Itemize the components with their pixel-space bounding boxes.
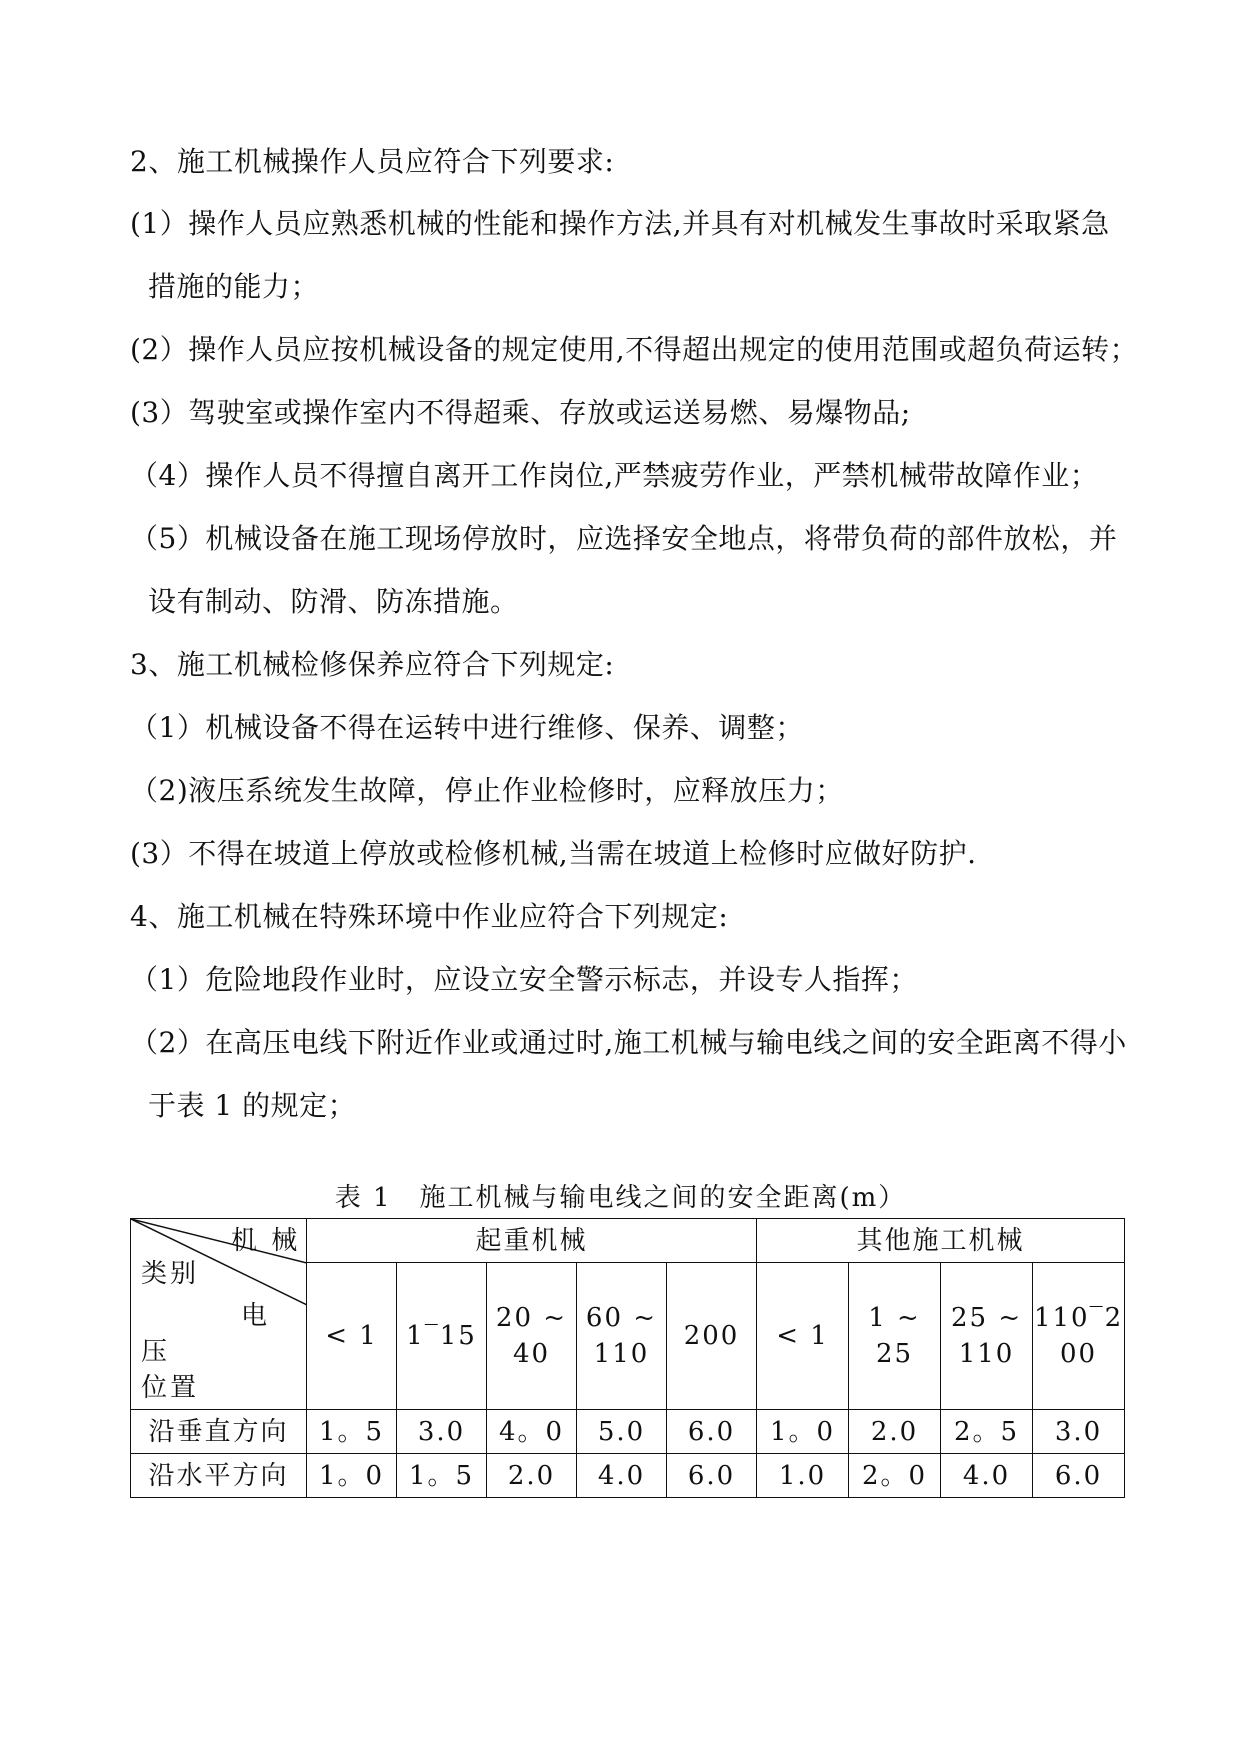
table-cell: 1。0	[757, 1410, 849, 1454]
voltage-header-cell	[397, 1263, 487, 1410]
table-caption: 表 1 施工机械与输电线之间的安全距离(m）	[334, 1183, 907, 1213]
group-header-heavy-machinery: 起重机械	[307, 1219, 757, 1263]
table-cell: 6.0	[1033, 1454, 1125, 1498]
table-cell: 3.0	[1033, 1410, 1125, 1454]
voltage-label: 110	[958, 1339, 1015, 1370]
voltage-label: 00	[1060, 1339, 1098, 1370]
table-row-vertical	[131, 1410, 1125, 1454]
paragraph-3-1: （1）机械设备不得在运转中进行维修、保养、调整；	[130, 711, 804, 744]
corner-label-machine: 机 械	[231, 1226, 301, 1256]
paragraph-2-5-cont: 设有制动、防滑、防冻措施。	[148, 585, 519, 618]
voltage-header-cell	[1033, 1263, 1125, 1410]
section-heading-2: 2、施工机械操作人员应符合下列要求:	[130, 145, 615, 178]
voltage-label: 25	[876, 1339, 914, 1370]
paragraph-2-1-cont: 措施的能力；	[148, 270, 320, 303]
table-cell: 1.0	[757, 1454, 849, 1498]
voltage-label: 60 ~	[585, 1303, 658, 1334]
table-cell: 1。0	[307, 1454, 397, 1498]
table-cell: 5.0	[577, 1410, 667, 1454]
table-cell: 6.0	[667, 1454, 757, 1498]
table-cell: 2。5	[941, 1410, 1033, 1454]
voltage-label: 1 ~	[868, 1303, 921, 1334]
table-cell: 2。0	[849, 1454, 941, 1498]
paragraph-2-2: (2）操作人员应按机械设备的规定使用,不得超出规定的使用范围或超负荷运转；	[130, 333, 1139, 366]
voltage-label: 200	[683, 1321, 740, 1352]
paragraph-3-2: （2)液压系统发生故障，停止作业检修时，应释放压力；	[130, 774, 844, 807]
table-cell: 1。5	[397, 1454, 487, 1498]
voltage-label: 1‾15	[406, 1321, 477, 1352]
table-cell: 6.0	[667, 1410, 757, 1454]
paragraph-2-1: (1）操作人员应熟悉机械的性能和操作方法,并具有对机械发生事故时采取紧急	[130, 207, 1110, 240]
paragraph-4-1: （1）危险地段作业时，应设立安全警示标志，并设专人指挥；	[130, 963, 918, 996]
voltage-label: < 1	[776, 1321, 829, 1352]
voltage-header-cell	[941, 1263, 1033, 1410]
corner-label-position: 位置	[141, 1373, 200, 1403]
section-heading-3: 3、施工机械检修保养应符合下列规定:	[130, 648, 615, 681]
table-cell: 3.0	[397, 1410, 487, 1454]
voltage-label: 110‾2	[1033, 1303, 1124, 1334]
voltage-label: 20 ~	[495, 1303, 568, 1334]
paragraph-2-5: （5）机械设备在施工现场停放时，应选择安全地点，将带负荷的部件放松，并	[130, 522, 1118, 555]
voltage-header-cell	[757, 1263, 849, 1410]
table-cell: 4。0	[487, 1410, 577, 1454]
voltage-header-cell	[307, 1263, 397, 1410]
table-cell: 2.0	[487, 1454, 577, 1498]
paragraph-3-3: (3）不得在坡道上停放或检修机械,当需在坡道上检修时应做好防护.	[130, 837, 977, 870]
voltage-header-cell	[487, 1263, 577, 1410]
corner-label-voltage-2: 压	[141, 1337, 171, 1367]
table-cell: 2.0	[849, 1410, 941, 1454]
safety-distance-table	[130, 1218, 1125, 1498]
corner-label-voltage-1: 电	[241, 1301, 271, 1331]
voltage-label: 40	[512, 1339, 551, 1370]
table-cell: 4.0	[941, 1454, 1033, 1498]
paragraph-2-3: (3）驾驶室或操作室内不得超乘、存放或运送易燃、易爆物品;	[130, 396, 911, 429]
voltage-label: 25 ~	[950, 1303, 1023, 1334]
corner-label-category: 类别	[141, 1259, 200, 1289]
paragraph-4-2-cont: 于表 1 的规定；	[148, 1089, 357, 1122]
group-header-other-machinery: 其他施工机械	[757, 1219, 1125, 1263]
table-cell: 1。5	[307, 1410, 397, 1454]
row-label: 沿水平方向	[131, 1454, 307, 1498]
voltage-header-cell	[849, 1263, 941, 1410]
voltage-label: 110	[593, 1339, 650, 1370]
voltage-label: < 1	[325, 1321, 378, 1352]
table-corner-cell	[131, 1219, 307, 1410]
table-row-horizontal	[131, 1454, 1125, 1498]
paragraph-4-2: （2）在高压电线下附近作业或通过时,施工机械与输电线之间的安全距离不得小	[130, 1026, 1127, 1059]
table-cell: 4.0	[577, 1454, 667, 1498]
paragraph-2-4: （4）操作人员不得擅自离开工作岗位,严禁疲劳作业，严禁机械带故障作业；	[130, 459, 1099, 492]
row-label: 沿垂直方向	[131, 1410, 307, 1454]
voltage-header-cell	[577, 1263, 667, 1410]
section-heading-4: 4、施工机械在特殊环境中作业应符合下列规定:	[130, 900, 729, 933]
voltage-header-cell	[667, 1263, 757, 1410]
